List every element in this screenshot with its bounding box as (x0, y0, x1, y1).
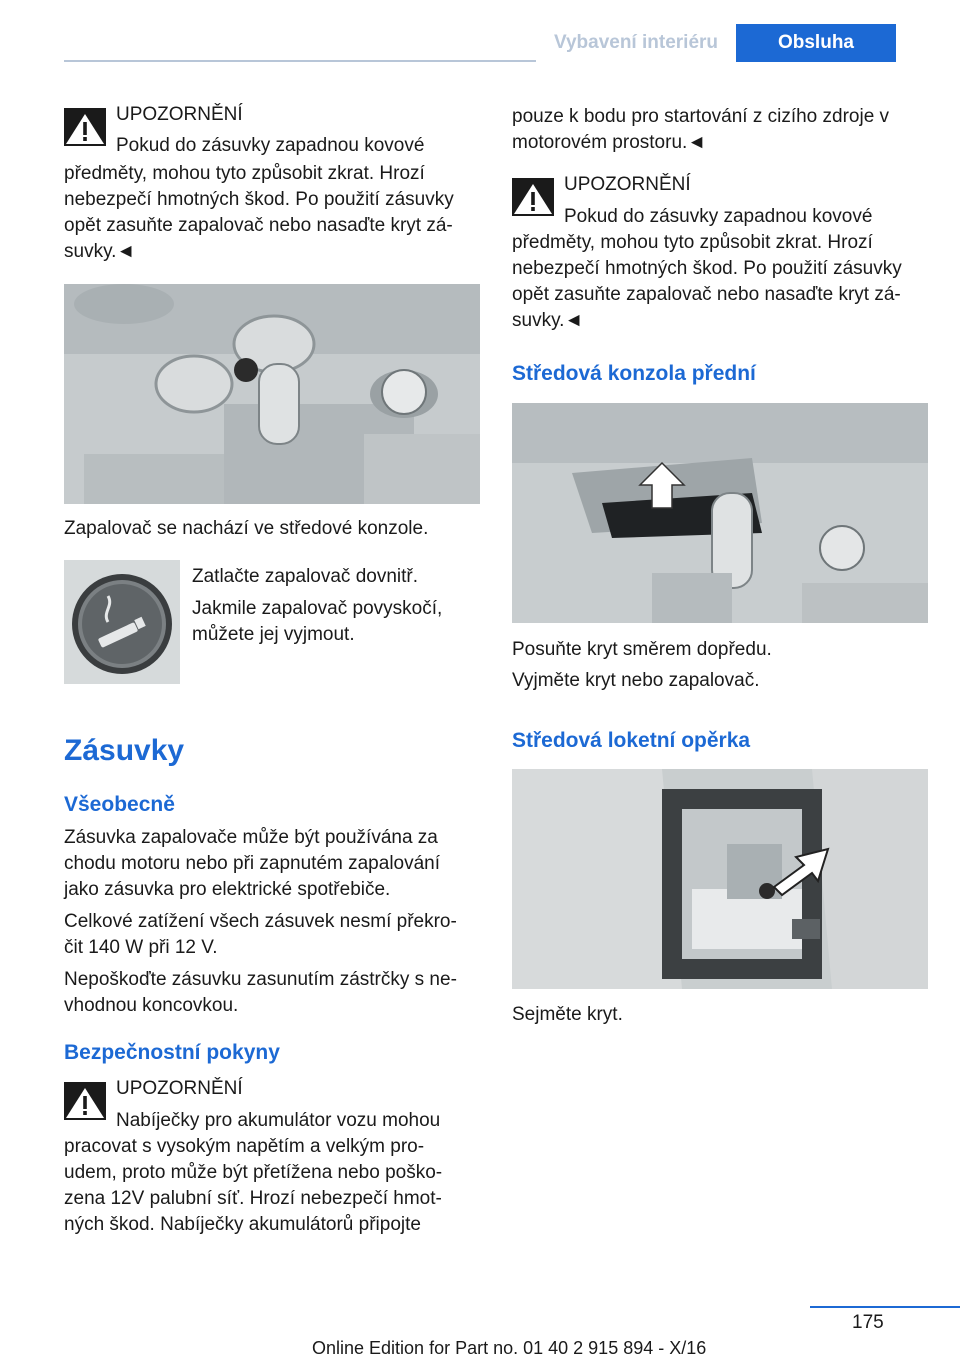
warning-text-line: suvky.◄ (512, 310, 584, 331)
step-text: Zatlačte zapalovač dovnitř. (192, 566, 419, 587)
edition-footer: Online Edition for Part no. 01 40 2 915 894 - X/16 (312, 1338, 707, 1358)
warning-text-line: nebezpečí hmotných škod. Po použití zásuvky (64, 189, 454, 210)
warning-title: UPOZORNĚNÍ (116, 104, 243, 125)
front-console-photo (512, 403, 928, 623)
photo-caption: Sejměte kryt. (512, 1004, 623, 1025)
step-text: Jakmile zapalovač povyskočí, (192, 598, 443, 619)
section-heading: Zásuvky (64, 734, 185, 767)
paragraph-line: motorovém prostoru.◄ (512, 132, 707, 153)
warning-triangle-icon (512, 178, 554, 216)
subheading: Všeobecně (64, 793, 175, 816)
warning-text-line: zena 12V palubní síť. Hrozí nebezpečí hmot‐ (64, 1188, 442, 1209)
warning-text-line: udem, proto může být přetížena nebo poško‐ (64, 1162, 443, 1183)
paragraph-line: Zásuvka zapalovače může být používána za (64, 827, 438, 848)
paragraph-line: Nepoškoďte zásuvku zasunutím zástrčky s ne‐ (64, 969, 457, 990)
warning-text-line: opět zasuňte zapalovač nebo nasaďte kryt zá‐ (64, 215, 453, 236)
warning-text-line: předměty, mohou tyto způsobit zkrat. Hrozí (64, 163, 425, 184)
warning-title: UPOZORNĚNÍ (564, 174, 691, 195)
warning-text-line: nebezpečí hmotných škod. Po použití zásuvky (512, 258, 902, 279)
warning-title: UPOZORNĚNÍ (116, 1078, 243, 1099)
photo-caption: Zapalovač se nachází ve středové konzole. (64, 518, 429, 539)
paragraph-line: pouze k bodu pro startování z cizího zdroje v (512, 106, 890, 127)
warning-text-line: Pokud do zásuvky zapadnou kovové (116, 135, 425, 156)
console-lighter-photo (64, 284, 480, 504)
warning-text-line: ných škod. Nabíječky akumulátorů připojte (64, 1214, 421, 1235)
subheading: Středová konzola přední (512, 362, 756, 385)
warning-text-line: opět zasuňte zapalovač nebo nasaďte kryt zá‐ (512, 284, 901, 305)
paragraph-line: jako zásuvka pro elektrické spotřebiče. (64, 879, 391, 900)
header-section-tab: Vybavení interiéru (536, 24, 736, 62)
warning-text-line: suvky.◄ (64, 241, 136, 262)
warning-text-line: Pokud do zásuvky zapadnou kovové (564, 206, 873, 227)
header-chapter-tab: Obsluha (736, 24, 896, 62)
paragraph-line: vhodnou koncovkou. (64, 995, 239, 1016)
cigarette-lighter-icon (64, 560, 180, 684)
footer-rule (810, 1306, 960, 1308)
subheading: Bezpečnostní pokyny (64, 1041, 280, 1064)
paragraph-line: čit 140 W při 12 V. (64, 937, 218, 958)
warning-text-line: Nabíječky pro akumulátor vozu mohou (116, 1110, 441, 1131)
warning-text-line: předměty, mohou tyto způsobit zkrat. Hrozí (512, 232, 873, 253)
page-number: 175 (852, 1312, 884, 1333)
warning-text-line: pracovat s vysokým napětím a velkým pro‐ (64, 1136, 425, 1157)
photo-caption: Vyjměte kryt nebo zapalovač. (512, 670, 760, 691)
photo-caption: Posuňte kryt směrem dopředu. (512, 639, 772, 660)
paragraph-line: Celkové zatížení všech zásuvek nesmí překro‐ (64, 911, 457, 932)
paragraph-line: chodu motoru nebo při zapnutém zapalování (64, 853, 441, 874)
subheading: Středová loketní opěrka (512, 729, 751, 752)
step-text: můžete jej vyjmout. (192, 624, 355, 645)
warning-triangle-icon (64, 1082, 106, 1120)
warning-triangle-icon (64, 108, 106, 146)
lighter-button-image (64, 560, 180, 684)
armrest-photo (512, 769, 928, 989)
